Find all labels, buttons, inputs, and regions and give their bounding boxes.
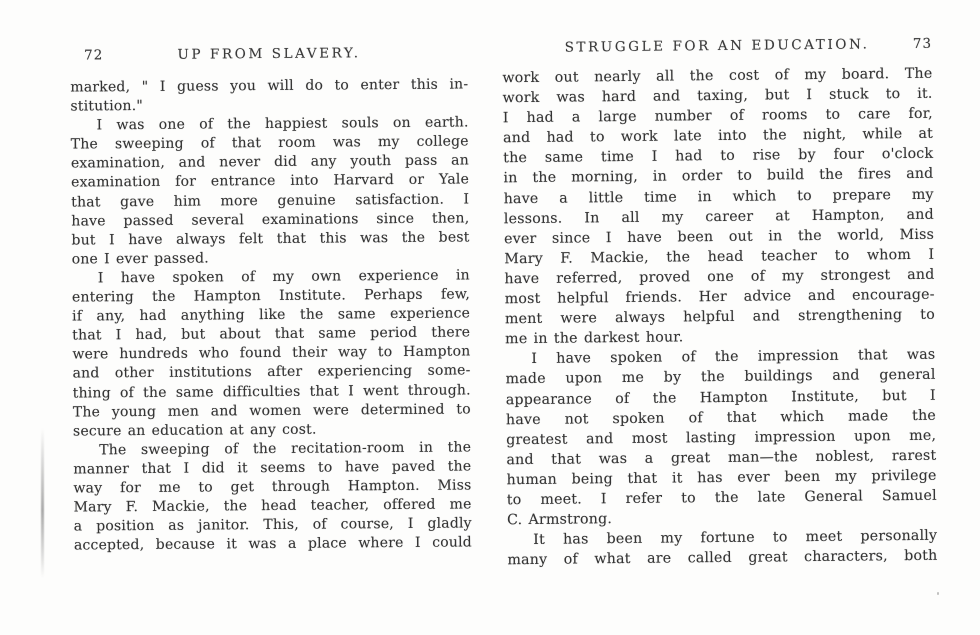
text-line: stitution." bbox=[70, 98, 144, 115]
text-line: The sweeping of that room was my college bbox=[70, 133, 469, 153]
text-line: The sweeping of the recitation-room in the bbox=[99, 439, 472, 459]
text-line: thing of the same difficulties that I went through. bbox=[72, 381, 471, 402]
text-line: marked, " I guess you will do to enter this in- bbox=[70, 76, 469, 96]
text-line: many of what are called great characters, both bbox=[507, 547, 938, 569]
right-running-head bbox=[502, 36, 932, 57]
text-line: appearance of the Hampton Institute, but I bbox=[505, 387, 936, 408]
left-page-text bbox=[70, 75, 472, 555]
text-line: made upon me by the buildings and general bbox=[505, 367, 936, 388]
text-line: have passed several examinations since then, bbox=[71, 210, 470, 230]
text-line: and had to work late into the night, while at bbox=[502, 126, 934, 147]
text-line: have not spoken of that which made the bbox=[505, 407, 937, 428]
text-line: I have spoken of my own experience in bbox=[97, 267, 470, 287]
text-line: human being that it has ever been my privilege bbox=[506, 467, 937, 489]
text-line: if any, had anything like the same experience bbox=[72, 305, 471, 325]
text-line: most helpful friends. Her advice and encourage- bbox=[504, 286, 935, 308]
text-line: secure an education at any cost. bbox=[72, 421, 317, 440]
text-line: greatest and most lasting impression upon me, bbox=[506, 427, 937, 448]
text-line: work out nearly all the cost of my board. The bbox=[502, 65, 933, 87]
text-line: and other institutions after experiencing some- bbox=[72, 362, 471, 382]
right-page-text bbox=[502, 64, 937, 571]
right-running-title: STRUGGLE FOR AN EDUCATION. bbox=[564, 36, 870, 56]
text-line: Mary F. Mackie, the head teacher to whom I bbox=[504, 246, 935, 268]
text-line: in the morning, in order to build the fires and bbox=[503, 166, 934, 187]
text-line: a position as janitor. This, of course, I gladly bbox=[73, 515, 472, 535]
text-line: C. Armstrong. bbox=[506, 511, 613, 529]
text-line: but I have always felt that this was the best bbox=[71, 229, 470, 249]
text-line: examination, and never did any youth pass an bbox=[70, 152, 469, 172]
text-line: I have spoken of the impression that was bbox=[531, 347, 936, 368]
text-line: Mary F. Mackie, the head teacher, offered me bbox=[73, 496, 472, 516]
text-line: I was one of the happiest souls on earth. bbox=[96, 114, 469, 134]
text-line: lessons. In all my career at Hampton, and bbox=[503, 206, 934, 227]
text-line: that I had, but about that same period there bbox=[72, 324, 471, 344]
text-line: one I ever passed. bbox=[71, 250, 209, 268]
text-line: manner that I did it seems to have paved the bbox=[73, 458, 472, 478]
text-line: accepted, because it was a place where I could bbox=[73, 534, 472, 554]
text-line: the same time I had to rise by four o'clock bbox=[503, 146, 934, 167]
left-running-title: UP FROM SLAVERY. bbox=[177, 45, 361, 63]
text-line: have a little time in which to prepare my bbox=[503, 186, 934, 207]
right-page-number: 73 bbox=[912, 35, 933, 52]
text-line: ment were always helpful and strengthening to bbox=[504, 306, 935, 328]
text-line: The young men and women were determined to bbox=[72, 401, 471, 421]
right-page bbox=[502, 36, 938, 571]
text-line: ever since I have been out in the world, Miss bbox=[504, 226, 935, 247]
text-line: that gave him more genuine satisfaction. I bbox=[71, 190, 470, 211]
text-line: examination for entrance into Harvard or Yale bbox=[71, 171, 470, 192]
binding-smudge-artifact bbox=[41, 428, 44, 578]
text-line: It has been my fortune to meet personally bbox=[533, 527, 938, 549]
left-page-number: 72 bbox=[84, 47, 104, 64]
text-line: and that was a great man—the noblest, rarest bbox=[506, 447, 937, 469]
scan-speck-artifact bbox=[937, 592, 939, 595]
text-line: work was hard and taxing, but I stuck to it. bbox=[502, 85, 933, 107]
text-line: have referred, proved one of my strongest and bbox=[504, 266, 935, 288]
text-line: way for me to get through Hampton. Miss bbox=[73, 477, 472, 497]
text-line: entering the Hampton Institute. Perhaps few, bbox=[71, 286, 471, 306]
text-line: were hundreds who found their way to Hampton bbox=[72, 343, 471, 363]
text-line: I had a large number of rooms to care for, bbox=[502, 105, 933, 127]
left-running-head bbox=[70, 44, 468, 63]
text-line: me in the darkest hour. bbox=[505, 329, 684, 348]
left-page bbox=[70, 44, 472, 555]
text-line: to meet. I refer to the late General Samuel bbox=[506, 487, 937, 509]
